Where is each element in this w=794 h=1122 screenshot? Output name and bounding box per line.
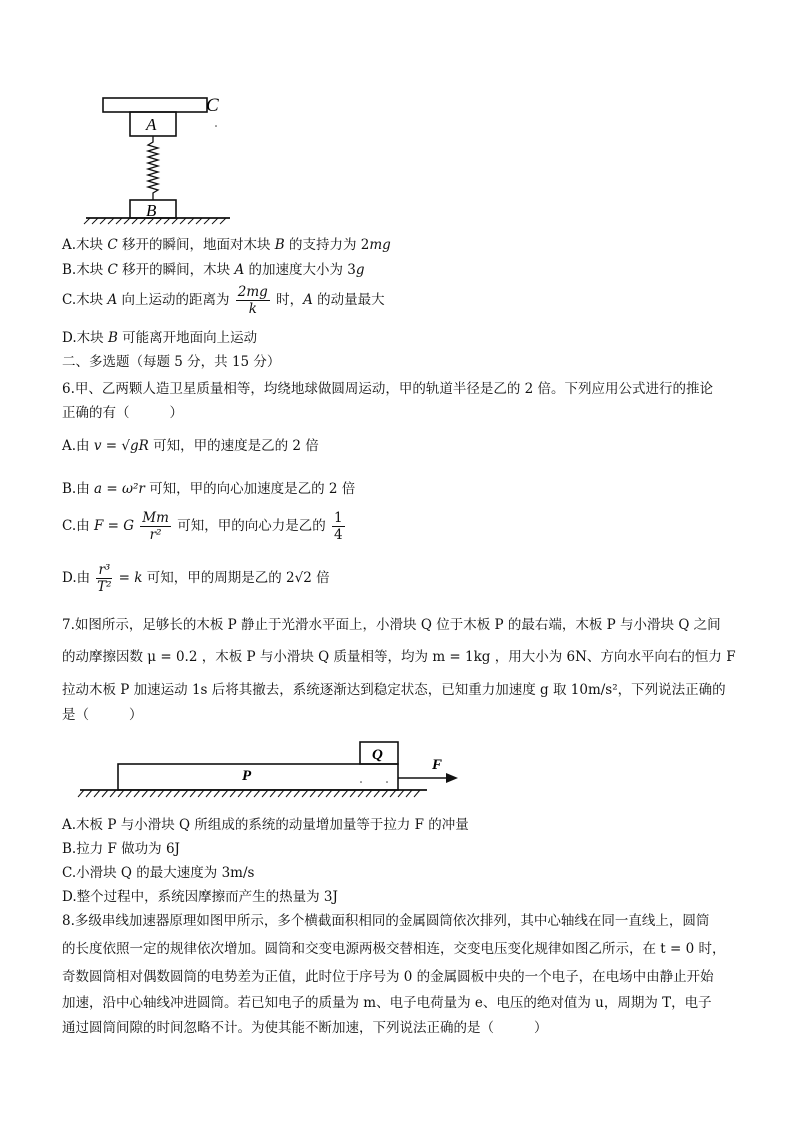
- fraction-2mg-over-k: $\frac{2mg}{k}$: [237, 284, 268, 317]
- q7-option-a: A.木板 P 与小滑块 Q 所组成的系统的动量增加量等于拉力 F 的冲量: [62, 817, 469, 833]
- q5-option-a: A.木块 C 移开的瞬间，地面对木块 B 的支持力为 2mg: [62, 237, 391, 253]
- label-c: C: [206, 95, 219, 116]
- fraction-one-quarter: $\frac{1}{4}$: [334, 510, 343, 543]
- q8-stem-line3: 奇数圆筒相对偶数圆筒的电势差为正值，此时位于序号为 0 的金属圆板中央的一个电子，在电场中由静止开始: [62, 969, 714, 985]
- label-b: B: [146, 201, 157, 220]
- label-p: P: [242, 768, 252, 784]
- fraction-r3-over-t2: $\frac{\text{r³}}{\text{T²}}$: [97, 562, 112, 595]
- label-f: F: [432, 757, 443, 773]
- board-block-figure: [72, 738, 472, 806]
- q7-option-d: D.整个过程中，系统因摩擦而产生的热量为 3J: [62, 889, 338, 905]
- q8-stem-line5: 通过圆筒间隙的时间忽略不计。为使其能不断加速，下列说法正确的是（ ）: [62, 1020, 548, 1036]
- q5-option-d: D.木块 B 可能离开地面向上运动: [62, 330, 258, 346]
- q6-option-d: D.由 $\frac{\text{r³}}{\text{T²}}$ = k 可知，甲的周期是乙的 2√2 倍: [62, 562, 330, 595]
- q7-stem-line3: 拉动木板 P 加速运动 1s 后将其撤去，系统逐渐达到稳定状态，已知重力加速度 g 取 10m/s²，下列说法正确的: [62, 682, 726, 698]
- q5-option-c: C.木块 A 向上运动的距离为 $\frac{2mg}{k}$ 时，A 的动量最大: [62, 284, 385, 317]
- q6-stem-line2: 正确的有（ ）: [62, 405, 183, 421]
- q6-option-c: C.由 F = G $\frac{Mm}{\text{r²}}$ 可知，甲的向心力是乙的 $\frac{1}{4}$: [62, 510, 343, 543]
- q7-stem-line2: 的动摩擦因数 μ = 0.2 ，木板 P 与小滑块 Q 质量相等，均为 m = 1kg ，用大小为 6N、方向水平向右的恒力 F: [62, 649, 736, 665]
- q6-option-b: B.由 a = ω²r 可知，甲的向心加速度是乙的 2 倍: [62, 481, 356, 497]
- q7-option-c: C.小滑块 Q 的最大速度为 3m/s: [62, 865, 255, 881]
- q7-stem-line4: 是（ ）: [62, 707, 143, 723]
- q8-stem-line1: 8.多级串线加速器原理如图甲所示，多个横截面积相同的金属圆筒依次排列，其中心轴线在同一直线上，圆筒: [62, 913, 710, 929]
- q5-option-b: B.木块 C 移开的瞬间，木块 A 的加速度大小为 3g: [62, 262, 365, 278]
- force-arrow-head: [446, 773, 458, 783]
- q7-stem-line1: 7.如图所示，足够长的木板 P 静止于光滑水平面上，小滑块 Q 位于木板 P 的最右端，木板 P 与小滑块 Q 之间: [62, 617, 721, 633]
- q6-option-a: A.由 v = √gR 可知，甲的速度是乙的 2 倍: [62, 438, 319, 454]
- plate-c: [103, 98, 207, 112]
- q8-stem-line4: 加速，沿中心轴线冲进圆筒。若已知电子的质量为 m、电子电荷量为 e、电压的绝对值为 u，周期为 T，电子: [62, 995, 712, 1011]
- q8-stem-line2: 的长度依照一定的规律依次增加。圆筒和交变电源两极交替相连，交变电压变化规律如图乙所示，在 t = 0 时，: [62, 941, 726, 957]
- q7-option-b: B.拉力 F 做功为 6J: [62, 841, 180, 857]
- label-q: Q: [372, 747, 383, 763]
- spring-block-figure: [80, 92, 240, 227]
- board-p: [118, 764, 398, 790]
- q6-stem-line1: 6.甲、乙两颗人造卫星质量相等，均绕地球做圆周运动，甲的轨道半径是乙的 2 倍。下列应用公式进行的推论: [62, 381, 714, 397]
- spring: [148, 136, 158, 200]
- section-heading: 二、多选题（每题 5 分，共 15 分）: [62, 354, 281, 370]
- fraction-mm-over-r2: $\frac{Mm}{\text{r²}}$: [142, 510, 169, 543]
- label-a: A: [146, 115, 157, 134]
- ground-hatch: [78, 790, 420, 797]
